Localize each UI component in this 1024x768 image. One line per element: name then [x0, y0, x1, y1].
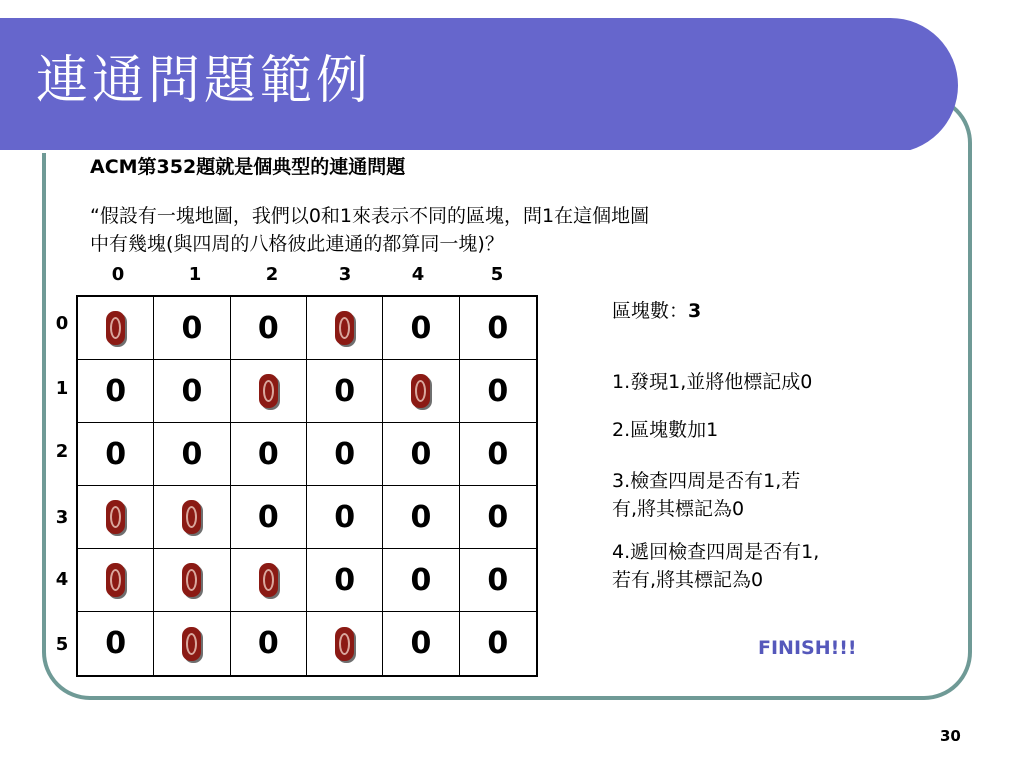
grid-cell — [383, 612, 459, 675]
row-label: 4 — [55, 569, 69, 590]
row-label: 5 — [55, 634, 69, 655]
row-label: 3 — [55, 507, 69, 528]
cell-value: 0 — [487, 436, 509, 472]
grid-cell — [383, 423, 459, 486]
column-label: 0 — [111, 264, 125, 285]
cell-value: 0 — [487, 310, 509, 346]
grid-cell — [307, 360, 383, 423]
grid-cell — [78, 486, 154, 549]
step-4-line-1: 4.遞回檢查四周是否有1, — [612, 541, 820, 563]
cell-value: 0 — [487, 626, 509, 661]
cell-value: 0 — [181, 373, 203, 409]
visited-marker-icon — [106, 500, 125, 534]
grid-cell — [231, 612, 307, 675]
step-2: 2.區塊數加1 — [612, 419, 719, 441]
grid-cell — [383, 297, 459, 360]
cell-value: 0 — [181, 310, 203, 346]
grid-cell — [154, 612, 230, 675]
column-label: 1 — [188, 264, 202, 285]
step-3-line-1: 3.檢查四周是否有1,若 — [612, 470, 801, 492]
intro-text: ACM第352題就是個典型的連通問題 — [90, 156, 406, 178]
grid-cell — [307, 612, 383, 675]
grid-cell — [231, 297, 307, 360]
cell-value: 0 — [257, 499, 279, 535]
cell-value: 0 — [334, 499, 356, 535]
cell-value: 0 — [410, 499, 432, 535]
block-count-label: 區塊數： — [612, 300, 689, 322]
grid-cell — [231, 486, 307, 549]
grid-cell — [78, 612, 154, 675]
row-label: 2 — [55, 441, 69, 462]
grid-cell — [383, 549, 459, 612]
grid-cell — [307, 486, 383, 549]
cell-value: 0 — [410, 626, 432, 661]
slide-title: 連通問題範例 — [36, 51, 373, 111]
grid-cell — [307, 549, 383, 612]
row-label: 1 — [55, 378, 69, 399]
cell-value: 0 — [334, 562, 356, 598]
grid-cell — [154, 549, 230, 612]
cell-value: 0 — [257, 310, 279, 346]
cell-value: 0 — [487, 373, 509, 409]
intro-line-2: “假設有一塊地圖，我們以0和1來表示不同的區塊，問1在這個地圖 — [90, 205, 650, 227]
block-count-value: 3 — [688, 300, 702, 322]
cell-value: 0 — [410, 310, 432, 346]
cell-value: 0 — [487, 499, 509, 535]
grid-cell — [460, 297, 536, 360]
intro-line-3: 中有幾塊(與四周的八格彼此連通的都算同一塊)？ — [90, 233, 504, 255]
intro-line-1 — [90, 153, 405, 181]
grid-cell — [460, 612, 536, 675]
column-label: 4 — [411, 264, 425, 285]
cell-value: 0 — [181, 436, 203, 472]
map-grid — [76, 295, 538, 677]
step-3-line-2: 有,將其標記為0 — [612, 498, 745, 520]
cell-value: 0 — [105, 626, 127, 661]
grid-cell — [460, 360, 536, 423]
visited-marker-icon — [106, 563, 125, 597]
block-count — [612, 297, 701, 325]
cell-value: 0 — [105, 436, 127, 472]
grid-cell — [78, 297, 154, 360]
visited-marker-icon — [182, 563, 201, 597]
grid-cell — [231, 360, 307, 423]
grid-cell — [460, 423, 536, 486]
visited-marker-icon — [335, 627, 354, 661]
cell-value: 0 — [257, 436, 279, 472]
grid-cell — [154, 486, 230, 549]
grid-cell — [383, 360, 459, 423]
cell-value: 0 — [257, 626, 279, 661]
column-label: 2 — [265, 264, 279, 285]
column-label: 3 — [338, 264, 352, 285]
page-number: 30 — [940, 727, 961, 745]
grid-cell — [307, 423, 383, 486]
step-4-line-2: 若有,將其標記為0 — [612, 569, 764, 591]
grid-cell — [460, 549, 536, 612]
grid-cell — [460, 486, 536, 549]
visited-marker-icon — [182, 627, 201, 661]
grid-cell — [307, 297, 383, 360]
grid-cell — [78, 423, 154, 486]
cell-value: 0 — [105, 373, 127, 409]
step-1: 1.發現1,並將他標記成0 — [612, 371, 813, 393]
grid-cell — [154, 423, 230, 486]
cell-value: 0 — [410, 562, 432, 598]
grid-cell — [231, 423, 307, 486]
grid-cell — [78, 549, 154, 612]
cell-value: 0 — [334, 436, 356, 472]
visited-marker-icon — [335, 311, 354, 345]
visited-marker-icon — [411, 374, 430, 408]
grid-cell — [383, 486, 459, 549]
visited-marker-icon — [106, 311, 125, 345]
visited-marker-icon — [259, 563, 278, 597]
grid-cell — [78, 360, 154, 423]
column-label: 5 — [490, 264, 504, 285]
cell-value: 0 — [487, 562, 509, 598]
row-label: 0 — [55, 313, 69, 334]
grid-cell — [231, 549, 307, 612]
visited-marker-icon — [259, 374, 278, 408]
finish-label: FINISH!!! — [758, 637, 857, 659]
grid-cell — [154, 297, 230, 360]
visited-marker-icon — [182, 500, 201, 534]
cell-value: 0 — [410, 436, 432, 472]
cell-value: 0 — [334, 373, 356, 409]
grid-cell — [154, 360, 230, 423]
